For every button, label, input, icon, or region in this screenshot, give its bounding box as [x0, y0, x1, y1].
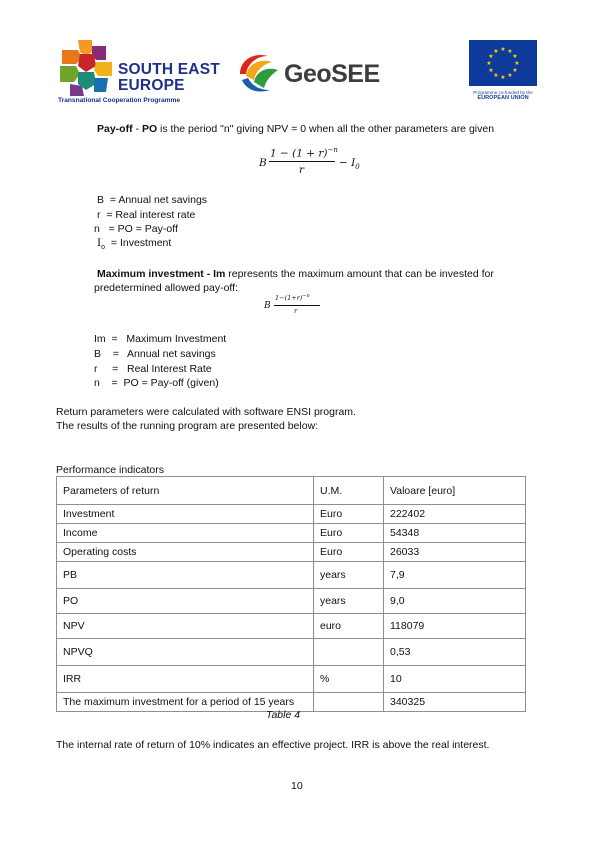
svg-text:★: ★ [488, 67, 494, 74]
conclusion-text: The internal rate of return of 10% indicates an effective project. IRR is above the real interest. [56, 739, 490, 751]
table-row [57, 543, 526, 562]
table-cell: 0,53 [384, 639, 526, 666]
table-cell [314, 693, 384, 712]
table-cell: NPV [57, 614, 314, 639]
geosee-swirl-icon [234, 50, 282, 96]
max-def-n: n = PO = Pay-off (given) [94, 377, 219, 389]
table-row [57, 666, 526, 693]
max-investment-formula [264, 293, 334, 323]
table-cell: 9,0 [384, 589, 526, 614]
formula-B: B [259, 157, 267, 169]
see-logo-line1: SOUTH EAST [118, 61, 220, 78]
eu-caption-line2: EUROPEAN UNION [477, 95, 529, 101]
table-cell: NPVQ [57, 639, 314, 666]
table-cell: euro [314, 614, 384, 639]
table-row [57, 524, 526, 543]
svg-text:★: ★ [514, 60, 520, 67]
svg-text:★: ★ [512, 53, 518, 60]
table-cell: years [314, 562, 384, 589]
see-logo-subtitle: Transnational Cooperation Programme [58, 97, 181, 104]
table-cell: 26033 [384, 543, 526, 562]
header-cell: U.M. [314, 477, 384, 505]
table-cell: Euro [314, 505, 384, 524]
max-def-r: r = Real Interest Rate [94, 363, 212, 375]
table-cell: Income [57, 524, 314, 543]
max-investment-paragraph-line1: Maximum investment - Im represents the maximum amount that can be invested for [97, 268, 494, 280]
table-row [57, 639, 526, 666]
intro-line2: The results of the running program are presented below: [56, 420, 319, 432]
table-cell: The maximum investment for a period of 15 years [57, 693, 314, 712]
eu-flag-icon [469, 40, 537, 86]
geosee-logo-text: GeoSEE [284, 60, 380, 88]
table-cell: IRR [57, 666, 314, 693]
max-def-Im: Im = Maximum Investment [94, 333, 227, 345]
payoff-abbr: PO [141, 123, 158, 135]
svg-text:★: ★ [500, 46, 506, 53]
table-row [57, 562, 526, 589]
see-puzzle-mark [56, 36, 116, 98]
table-cell: Euro [314, 543, 384, 562]
payoff-def-B: B = Annual net savings [97, 194, 208, 206]
geosee-logo [234, 50, 394, 96]
payoff-formula [259, 146, 379, 182]
svg-text:★: ★ [488, 53, 494, 60]
table-cell: 118079 [384, 614, 526, 639]
svg-text:★: ★ [507, 72, 513, 79]
payoff-def-n: n = PO = Pay-off [94, 223, 178, 235]
performance-table [56, 476, 526, 712]
payoff-term: Pay-off [97, 123, 133, 135]
svg-text:★: ★ [486, 60, 492, 67]
see-logo-line2: EUROPE [118, 77, 185, 94]
header-cell: Parameters of return [57, 477, 314, 505]
formula-denominator: r [299, 164, 305, 176]
payoff-definition: is the period "n" giving NPV = 0 when all the other parameters are given [157, 123, 495, 135]
payoff-sep: - [132, 123, 142, 135]
svg-text:★: ★ [493, 48, 499, 55]
table-cell [314, 639, 384, 666]
max-def-B: B = Annual net savings [94, 348, 216, 360]
table-cell: Euro [314, 524, 384, 543]
table-row [57, 614, 526, 639]
table-cell: PO [57, 589, 314, 614]
table-title: Performance indicators [56, 464, 164, 476]
table-cell: 222402 [384, 505, 526, 524]
table-cell: % [314, 666, 384, 693]
table-cell: 10 [384, 666, 526, 693]
svg-text:★: ★ [507, 48, 513, 55]
table-cell: 7,9 [384, 562, 526, 589]
formula-B: B [264, 301, 271, 311]
table-header-row [57, 477, 526, 505]
formula-fraction-bar [274, 305, 320, 306]
header-cell: Valoare [euro] [384, 477, 526, 505]
svg-text:★: ★ [493, 72, 499, 79]
svg-text:★: ★ [512, 67, 518, 74]
table-cell: Operating costs [57, 543, 314, 562]
formula-numerator: $1 - (1 + r)^{-n}$ [270, 146, 338, 160]
formula-denominator: r [294, 307, 298, 315]
formula-numerator: $1-(1+r)^{-n}$ [275, 293, 310, 303]
see-programme-logo [56, 36, 236, 106]
table-cell: PB [57, 562, 314, 589]
table-cell: 340325 [384, 693, 526, 712]
eu-caption-line1: Programme co-funded by the [473, 90, 533, 95]
payoff-def-I: $I_o$ = Investment [97, 237, 172, 252]
formula-fraction-bar [269, 161, 335, 162]
payoff-def-r: r = Real interest rate [97, 209, 196, 221]
formula-minus-investment: − $I_0$ [339, 157, 360, 172]
table-cell: years [314, 589, 384, 614]
table-cell: Investment [57, 505, 314, 524]
intro-line1: Return parameters were calculated with software ENSI program. [56, 406, 356, 418]
table-cell: 54348 [384, 524, 526, 543]
eu-logo [468, 40, 538, 106]
svg-text:★: ★ [500, 74, 506, 81]
page-number: 10 [291, 780, 303, 792]
max-investment-term: Maximum investment - Im [97, 268, 226, 280]
table-caption: Table 4 [266, 709, 301, 721]
payoff-paragraph [97, 123, 494, 136]
table-row [57, 589, 526, 614]
table-row [57, 505, 526, 524]
max-investment-paragraph-line2: predetermined allowed pay-off: [94, 282, 238, 294]
